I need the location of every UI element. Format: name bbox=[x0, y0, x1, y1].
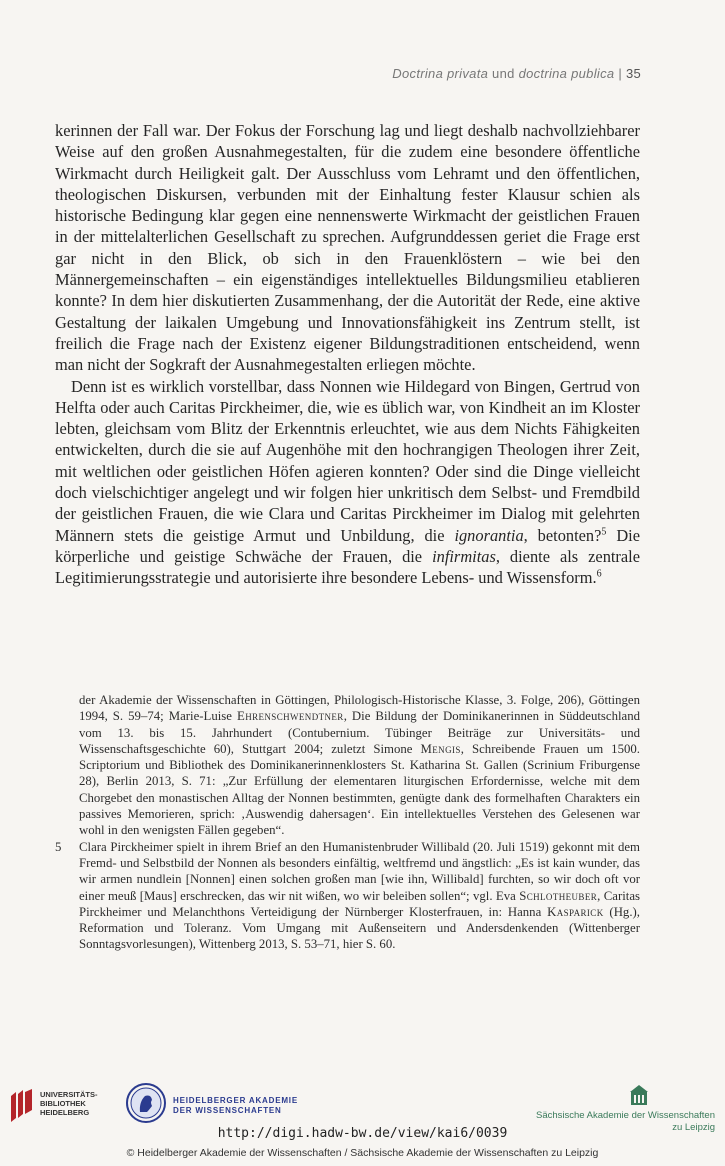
footnote-ref-5[interactable]: 5 bbox=[601, 526, 607, 538]
ub-heidelberg-logo[interactable] bbox=[8, 1086, 108, 1126]
footnote-cont-text-b: , Die Bildung der Dominikanerinnen in Süddeutschland vom 13. bis 15. Jahrhundert (Contubernium. Tübinger Beiträge zur Universitäts- und Wissenschaftsgeschichte 60), Stuttgart 2004; zuletzt Simone bbox=[79, 709, 640, 756]
running-head-separator: | bbox=[614, 66, 626, 81]
paragraph-2-part-c: Die körperliche und geistige Schwäche der Frauen, die bbox=[55, 525, 640, 566]
paragraph-2-part-a: Denn ist es wirklich vorstellbar, dass Nonnen wie Hildegard von Bingen, Gertrud von Helfta oder auch Caritas Pirckheimer, die, wie es üblich war, von Kindheit an im Kloster lebten, gleichsam vom Blitz der Erkenntnis erleuchtet, wie aus dem Nichts Fähigkeiten entwickelten, durch die sie auf Augenhöhe mit den hochrangigen Theologen ihrer Zeit, mit weltlichen oder geistlichen Höfen agieren konnten? Oder sind die Dinge vielleicht doch vielschichtiger angelegt und wir folgen hier unkritisch dem Selbst- und Fremdbild der geistlichen Frauen, die wie Clara und Caritas Pirckheimer im Dialog mit gelehrten Männern stets die geistige Armut und Unbildung, die bbox=[55, 376, 640, 545]
hadw-seal-icon bbox=[125, 1082, 167, 1124]
footnote-continuation bbox=[55, 692, 640, 839]
footnote-5-text-a: Clara Pirckheimer spielt in ihrem Brief an den Humanistenbruder Willibald (20. Juli 1519) gekonnt mit dem Fremd- und Selbstbild der Nonnen als besonders einfältig, weltfremd und ängstlich: „Es ist kain wunder, das wir armen nundlein [Nonnen] einen solchen großen man [wie ihn, Willibald] furchten, so wir doch oft vor einer meuß [Maus] erschrecken, das wir nit wißen, wo wir beleiben sollen“; vgl. Eva bbox=[79, 839, 640, 903]
footnote-5-text-c: (Hg.), Reformation und Toleranz. Vom Umgang mit Außenseitern und Andersdenkenden (Wittenberger Sonntagsvorlesungen), Wittenberg 2013, S. 53–71, hier S. 60. bbox=[79, 904, 640, 952]
author-schlotheuber: Schlotheuber bbox=[519, 888, 598, 903]
paragraph-2-part-d: , diente als zentrale Legitimierungsstrategie und autorisierte ihre besondere Lebens- und Wissensform. bbox=[55, 546, 640, 588]
hadw-logo-line-1: HEIDELBERGER AKADEMIE bbox=[173, 1096, 298, 1105]
hadw-logo[interactable] bbox=[125, 1082, 315, 1126]
permalink-url[interactable]: http://digi.hadw-bw.de/view/kai6/0039 bbox=[217, 1126, 508, 1141]
term-ignorantia: ignorantia bbox=[454, 525, 524, 545]
author-ehrenschwendtner: Ehrenschwendtner bbox=[236, 709, 344, 724]
hadw-logo-line-2: DER WISSENSCHAFTEN bbox=[173, 1106, 282, 1115]
footnote-ref-6[interactable]: 6 bbox=[596, 568, 602, 580]
footnote-cont-text-a: der Akademie der Wissenschaften in Göttingen, Philologisch-Historische Klasse, 3. Folge, 206), Göttingen 1994, S. 59–74; Marie-Luise bbox=[79, 693, 640, 724]
author-mengis: Mengis bbox=[420, 741, 461, 756]
footnote-5-text-b: , Caritas Pirckheimer und Melanchthons Verteidigung der Nürnberger Klosterfrauen, in: Hanna bbox=[79, 888, 640, 919]
footnote-cont-text-c: , Schreibende Frauen um 1500. Scriptorium und Bibliothek des Dominikanerinnenklosters St. Katharina St. Gallen (Scrinium Friburgense 28), Berlin 2013, S. 71: „Zur Erfüllung der elementaren liturgischen Erfordernisse, welche mit dem Chorgebet den monastischen Alltag der Nonnen bestimmten, genügte dank des formelhaften Charakters ein passives Memorieren, sprich: ‚Auswendig dahersagen‘. Ein intellektuelles Verstehen des Gelesenen war wohl in den wenigsten Fällen gegeben“. bbox=[79, 741, 640, 838]
copyright-notice: © Heidelberger Akademie der Wissenschaften / Sächsische Akademie der Wissenschaften zu Leipzig bbox=[126, 1147, 599, 1159]
saw-logo-text: Sächsische Akademie der Wissenschaften zu Leipzig bbox=[535, 1110, 715, 1133]
hadw-logo-text bbox=[173, 1096, 298, 1116]
paragraph-2 bbox=[55, 376, 640, 589]
main-text bbox=[55, 120, 640, 589]
running-head-title-2: doctrina publica bbox=[518, 66, 615, 81]
saw-building-icon bbox=[629, 1084, 649, 1106]
running-head-conjunction: und bbox=[488, 66, 519, 81]
paragraph-2-part-b: , betonten? bbox=[523, 525, 602, 545]
paragraph-1: kerinnen der Fall war. Der Fokus der Forschung lag und liegt deshalb nachvollziehbarer Weise auf den großen Ausnahmegestalten, für die zudem eine besondere öffentliche Wirkmacht durch Heiligkeit galt. Der Ausschluss vom Lehramt und den öffentlichen, theologischen Diskursen, verbunden mit der Einhaltung fester Klausur schien als historische Bedingung klar gegen eine nennenswerte Wirkmacht der geistlichen Frauen in der mittelalterlichen Gesellschaft zu sprechen. Aufgrunddessen geriet die Frage erst gar nicht in den Blick, ob sich in den Frauenklöstern – wie bei den Männergemeinschaften – ein eigenständiges intellektuelles Bildungsmilieu etablieren konnte? In dem hier diskutierten Zusammenhang, der die Autorität der Rede, eine aktive Gestaltung der laikalen Umgebung und Innovationsfähigkeit ins Zentrum stellt, ist freilich die Frage nach der Existenz eigener Bildungstraditionen entscheidend, wenn man nicht der Sogkraft der Ausnahmegestalten erliegen möchte. bbox=[55, 121, 640, 375]
ub-logo-text: UNIVERSITÄTS- BIBLIOTHEK HEIDELBERG bbox=[40, 1090, 98, 1117]
author-kasparick: Kasparick bbox=[547, 904, 604, 919]
footnotes bbox=[55, 692, 640, 953]
footnote-5 bbox=[55, 839, 640, 953]
footnote-5-number: 5 bbox=[55, 839, 62, 854]
running-head bbox=[392, 66, 641, 81]
term-infirmitas: infirmitas bbox=[432, 546, 496, 566]
page-number: 35 bbox=[625, 66, 641, 81]
ub-logo-mark-icon bbox=[8, 1088, 36, 1124]
running-head-title-1: Doctrina privata bbox=[392, 66, 489, 81]
